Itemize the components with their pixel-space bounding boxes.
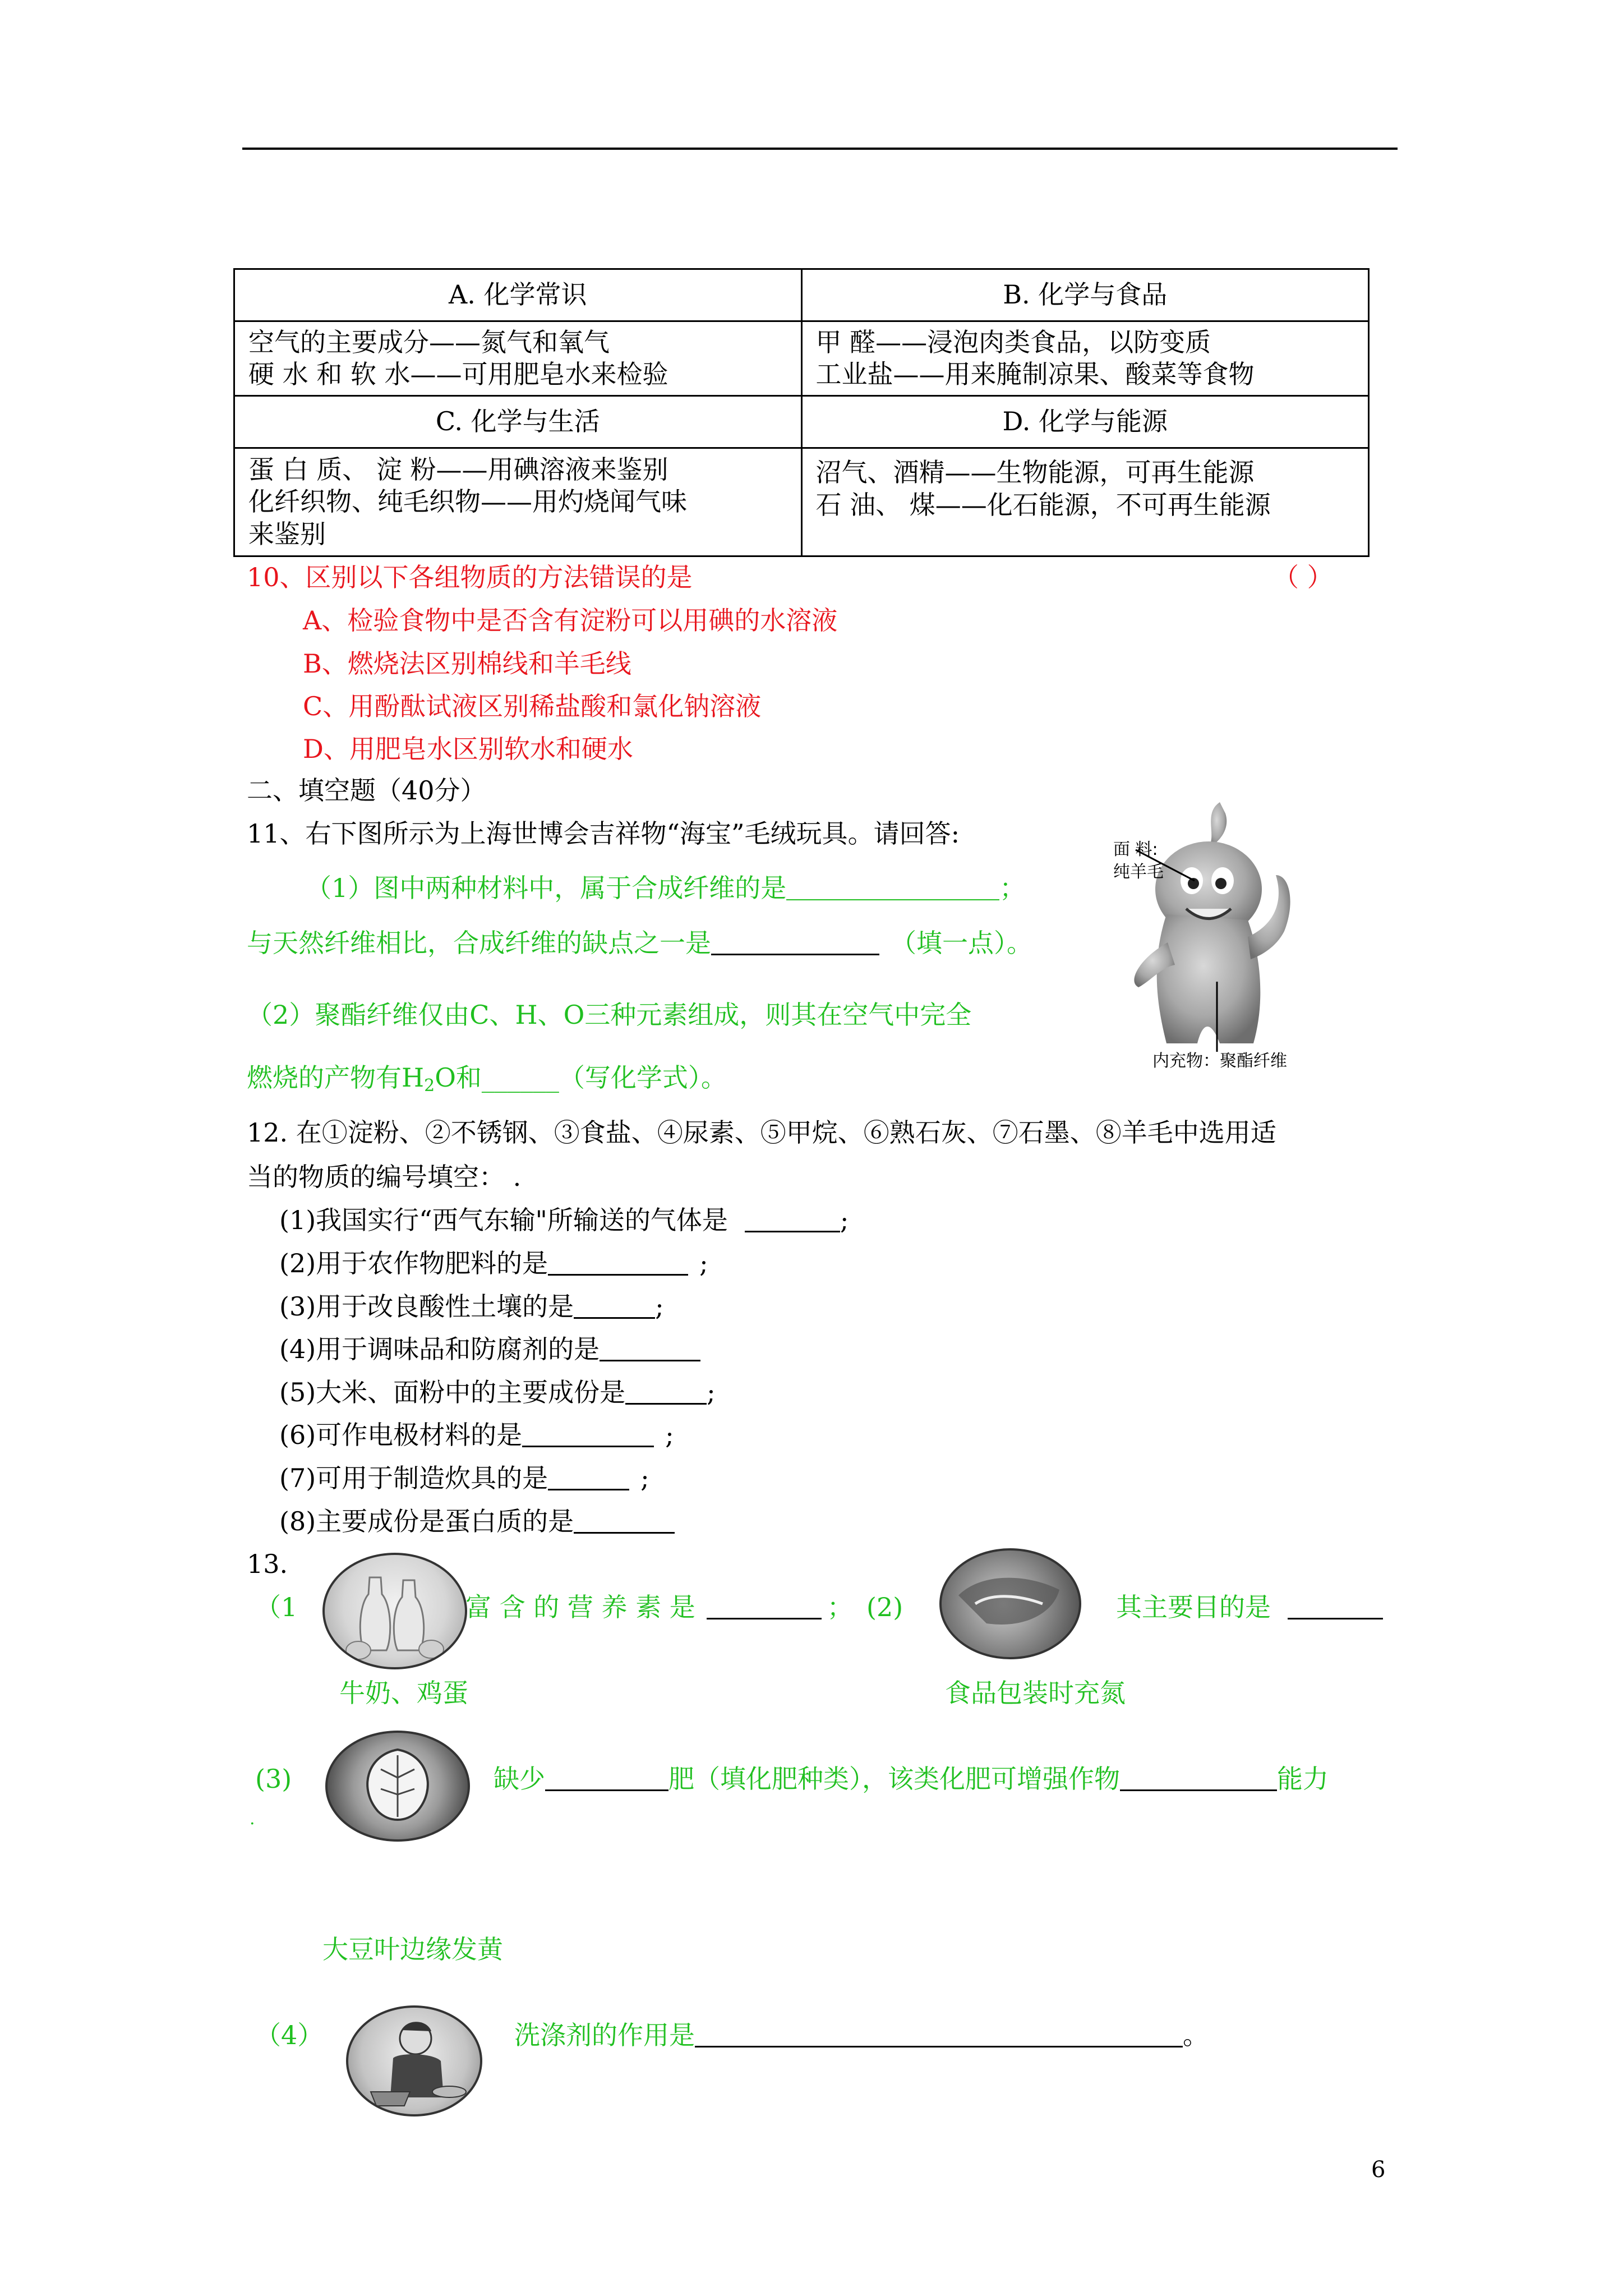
section-heading: 二、填空题（40分） — [247, 775, 486, 806]
q12-blank-3[interactable] — [574, 1295, 655, 1319]
dishwashing-person-image — [346, 2005, 482, 2116]
q13-p3-number: (3) — [255, 1764, 292, 1794]
q13-p3b-text: 肥（填化肥种类），该类化肥可增强作物 — [668, 1764, 1120, 1794]
q13-blank-4[interactable] — [1120, 1767, 1277, 1791]
q11-blank1[interactable] — [786, 877, 999, 900]
q12-blank-5[interactable] — [625, 1381, 707, 1405]
q13-p1-open: （1 — [255, 1592, 298, 1622]
q11-part1-line2 — [247, 930, 1032, 956]
q12-blank-6[interactable] — [522, 1423, 654, 1447]
q10-stem: 10、区别以下各组物质的方法错误的是 — [247, 562, 693, 592]
q11-p2c-text: O和______（写化学式）。 — [435, 1062, 727, 1093]
q11-p1c-text: 与天然纤维相比，合成纤维的缺点之一是 — [247, 928, 711, 958]
q13-p3a-text: 缺少 — [494, 1764, 545, 1794]
q13-number: 13. — [247, 1549, 288, 1579]
q12-blank-4[interactable] — [600, 1337, 700, 1361]
q12-item-1-tail: ; — [840, 1205, 849, 1235]
options-table — [233, 268, 1370, 557]
q12-item-7-text: (7)可用于制造炊具的是 — [279, 1463, 548, 1493]
page-number: 6 — [1371, 2157, 1386, 2183]
q13-p4-text: 洗涤剂的作用是 — [514, 2020, 695, 2050]
q12-item-2-tail: ; — [699, 1248, 708, 1278]
table-d-line1: 沼气、酒精——生物能源，可再生能源 — [815, 457, 1255, 487]
table-cell-c-body — [234, 448, 802, 556]
q12-item-7-tail: ; — [640, 1463, 649, 1493]
q11-p1d-text: （填一点）。 — [891, 928, 1032, 958]
table-c-line1: 蛋 白 质、 淀 粉——用碘溶液来鉴别 — [248, 454, 668, 485]
q12-stem-line1: 12. 在①淀粉、②不锈钢、③食盐、④尿素、⑤甲烷、⑥熟石灰、⑦石墨、⑧羊毛中选用适 — [247, 1117, 1276, 1148]
q12-stem-line2: 当的物质的编号填空： . — [247, 1162, 522, 1192]
mascot-label-fabric2: 纯羊毛 — [1113, 862, 1164, 882]
q10-option-c: C、用酚酞试液区别稀盐酸和氯化钠溶液 — [303, 691, 762, 721]
q12-item-5-text: (5)大米、面粉中的主要成份是 — [279, 1377, 626, 1407]
q12-blank-2[interactable] — [548, 1251, 688, 1276]
q13-p4-line — [514, 2022, 1209, 2048]
table-d-line2: 石 油、 煤——化石能源，不可再生能源 — [815, 489, 1271, 520]
q13-p2-line — [1116, 1594, 1383, 1620]
table-cell-b-title: B. 化学与食品 — [801, 269, 1369, 321]
q11-p1-text: （1）图中两种材料中，属于合成纤维的是 — [306, 873, 787, 903]
q13-caption-1: 牛奶、鸡蛋 — [339, 1678, 468, 1708]
q13-blank-2[interactable] — [1288, 1595, 1383, 1619]
haibao-mascot-image — [1105, 797, 1318, 1060]
food-package-image — [939, 1548, 1081, 1659]
table-cell-a-title: A. 化学常识 — [234, 269, 802, 321]
q13-caption-2: 食品包装时充氮 — [945, 1678, 1126, 1708]
q11-stem: 11、右下图所示为上海世博会吉祥物“海宝”毛绒玩具。请回答: — [247, 818, 960, 849]
q11-part2-line2 — [247, 1062, 727, 1096]
table-a-line2: 硬 水 和 软 水——可用肥皂水来检验 — [248, 359, 668, 389]
q12-item-1 — [279, 1207, 849, 1233]
q12-item-6-tail: ; — [665, 1420, 674, 1450]
q12-blank-1[interactable] — [745, 1208, 840, 1232]
q13-p1-text: 富 含 的 营 养 素 是 — [465, 1592, 695, 1622]
q11-part1-line1 — [306, 875, 1025, 901]
table-cell-d-title: D. 化学与能源 — [801, 396, 1369, 448]
table-cell-c-title: C. 化学与生活 — [234, 396, 802, 448]
q12-item-8 — [279, 1508, 675, 1534]
q13-p4-end: 。 — [1183, 2020, 1209, 2050]
q13-p3c-text: 能力 — [1277, 1764, 1329, 1794]
q11-p2b-text: 燃烧的产物有H — [247, 1062, 425, 1093]
q10-answer-paren: （ ） — [1273, 562, 1333, 592]
q12-item-3-text: (3)用于改良酸性土壤的是 — [279, 1291, 574, 1322]
q12-item-4-text: (4)用于调味品和防腐剂的是 — [279, 1334, 600, 1364]
table-c-line2: 化纤织物、纯毛织物——用灼烧闻气味 — [248, 486, 687, 517]
table-a-line1: 空气的主要成分——氮气和氧气 — [248, 326, 610, 357]
q12-blank-8[interactable] — [574, 1510, 675, 1534]
q13-p1-end: ； — [827, 1592, 853, 1622]
q11-stem-row — [247, 818, 960, 849]
q12-item-3 — [279, 1291, 664, 1322]
mascot-label-filling: 内充物：聚酯纤维 — [1152, 1051, 1287, 1071]
milk-eggs-image — [322, 1553, 467, 1669]
q11-p2-subscript: 2 — [424, 1076, 435, 1096]
q10-option-b: B、燃烧法区别棉线和羊毛线 — [303, 648, 631, 679]
header-rule — [242, 148, 1398, 150]
table-b-line1: 甲 醛——浸泡肉类食品，以防变质 — [815, 326, 1211, 357]
mascot-label-fabric1: 面 料: — [1113, 840, 1158, 859]
q12-item-6 — [279, 1422, 674, 1448]
soybean-leaf-image — [325, 1731, 470, 1842]
q13-p4-number: （4） — [255, 2020, 324, 2050]
q12-item-2 — [279, 1250, 708, 1276]
table-cell-d-body — [801, 448, 1369, 556]
q11-p1-semicolon: ； — [999, 873, 1026, 903]
q12-blank-7[interactable] — [548, 1466, 629, 1490]
q12-item-5-tail: ; — [707, 1377, 716, 1407]
q11-part2-line1: （2）聚酯纤维仅由C、H、O三种元素组成，则其在空气中完全 — [247, 1000, 972, 1030]
q13-blank-5[interactable] — [695, 2023, 1183, 2047]
q12-item-3-tail: ; — [655, 1291, 664, 1322]
q10-option-a: A、检验食物中是否含有淀粉可以用碘的水溶液 — [303, 605, 838, 636]
q12-item-6-text: (6)可作电极材料的是 — [279, 1420, 523, 1450]
q13-blank-1[interactable] — [707, 1595, 822, 1619]
q13-p2-number: (2) — [866, 1592, 903, 1622]
table-b-line2: 工业盐——用来腌制凉果、酸菜等食物 — [815, 359, 1255, 389]
table-c-line3: 来鉴别 — [248, 518, 326, 549]
q13-p3-line — [494, 1766, 1329, 1792]
q13-blank-3[interactable] — [545, 1767, 668, 1791]
q12-item-5 — [279, 1379, 716, 1405]
q12-item-8-text: (8)主要成份是蛋白质的是 — [279, 1506, 574, 1536]
table-cell-b-body — [801, 321, 1369, 396]
q12-item-2-text: (2)用于农作物肥料的是 — [279, 1248, 548, 1278]
q10-option-d: D、用肥皂水区别软水和硬水 — [303, 734, 633, 764]
q13-p2-text: 其主要目的是 — [1116, 1592, 1271, 1622]
q13-p1-line — [465, 1594, 853, 1620]
q12-item-1-text: (1)我国实行“西气东输"所输送的气体是 — [279, 1205, 728, 1235]
q12-item-7 — [279, 1465, 649, 1491]
q12-item-4 — [279, 1336, 700, 1362]
q11-blank2[interactable] — [711, 931, 879, 955]
q13-caption-3: 大豆叶边缘发黄 — [322, 1934, 503, 1964]
q13-p3-dot: . — [250, 1809, 255, 1829]
table-cell-a-body — [234, 321, 802, 396]
